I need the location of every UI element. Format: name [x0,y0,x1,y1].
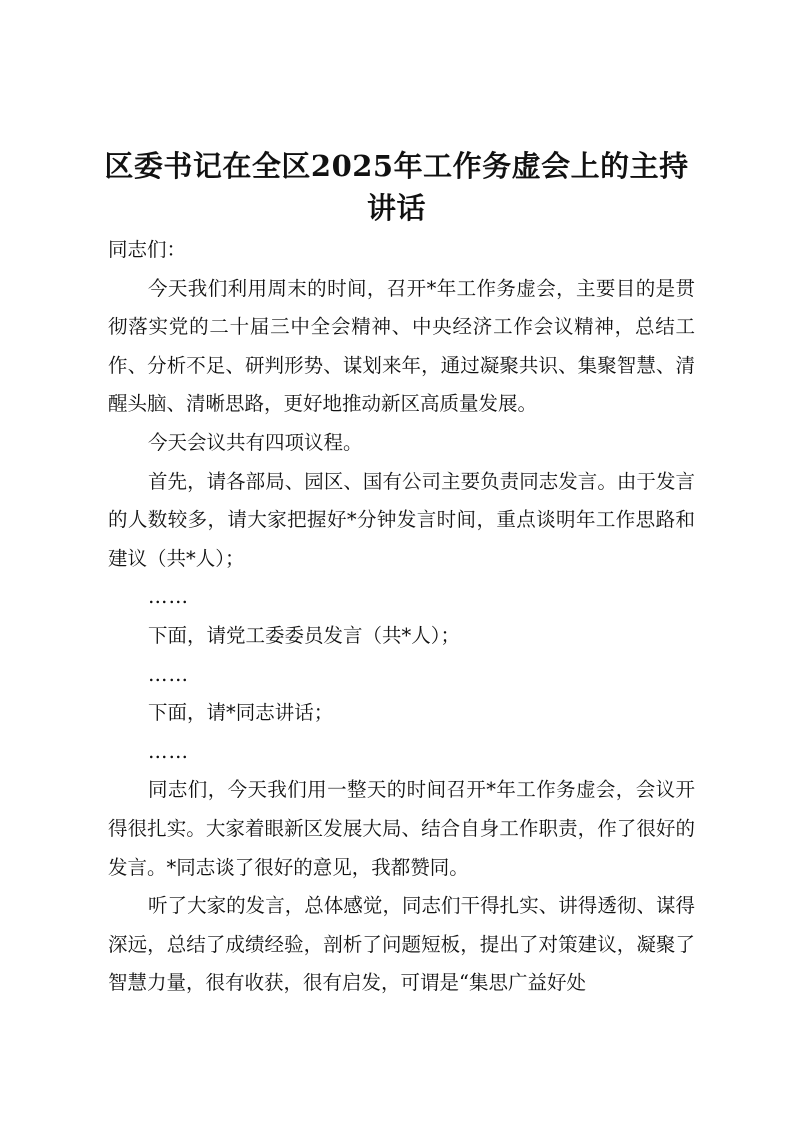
paragraph: 首先，请各部局、园区、国有公司主要负责同志发言。由于发言的人数较多，请大家把握好*分钟发言时间，重点谈明年工作思路和建议（共*人）； [108,469,695,570]
ellipsis-line: …… [148,662,189,686]
paragraph: 下面，请*同志讲话； [148,701,334,725]
paragraph: 下面，请党工委委员发言（共*人）； [148,623,461,647]
ellipsis-line: …… [148,739,189,763]
paragraph: 今天会议共有四项议程。 [148,430,363,454]
paragraph: 同志们，今天我们用一整天的时间召开*年工作务虚会，会议开得很扎实。大家着眼新区发展大局、结合自身工作职责，作了很好的发言。*同志谈了很好的意见，我都赞同。 [108,778,695,879]
paragraph: 听了大家的发言，总体感觉，同志们干得扎实、讲得透彻、谋得深远，总结了成绩经验，剖析了问题短板，提出了对策建议，凝聚了智慧力量，很有收获，很有启发，可谓是“集思广益好处 [108,894,695,995]
paragraph: 今天我们利用周末的时间，召开*年工作务虚会，主要目的是贯彻落实党的二十届三中全会精神、中央经济工作会议精神，总结工作、分析不足、研判形势、谋划来年，通过凝聚共识、集聚智慧、清醒头脑、清晰思路，更好地推动新区高质量发展。 [108,276,695,416]
ellipsis-line: …… [148,585,189,609]
salutation: 同志们： [108,238,187,261]
document-body [108,231,695,1003]
document-title: 区委书记在全区2025年工作务虚会上的主持讲话 [104,149,689,225]
